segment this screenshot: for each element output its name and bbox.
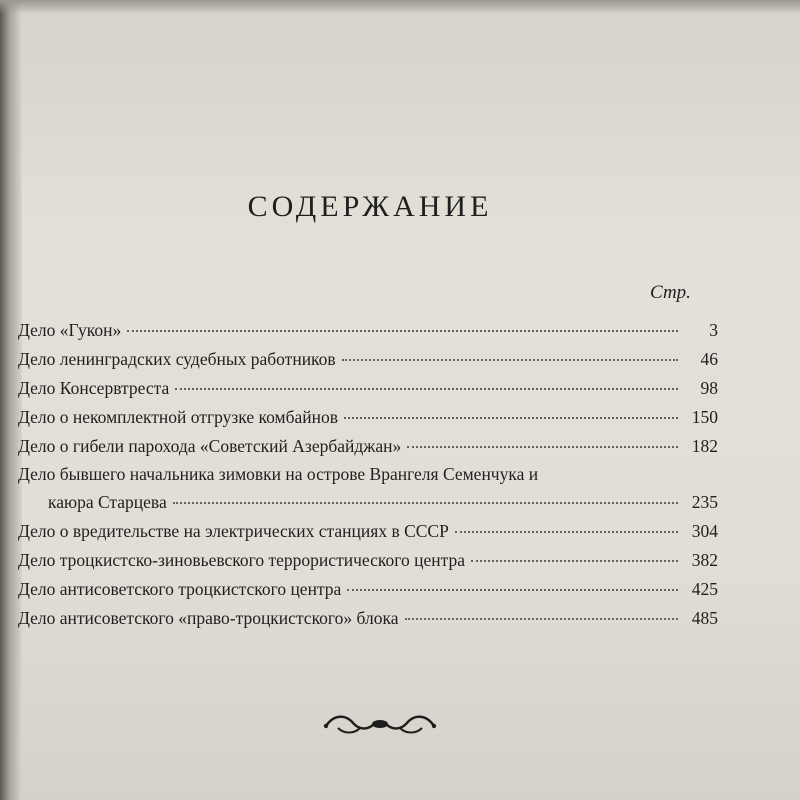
contents-heading: СОДЕРЖАНИЕ: [247, 190, 493, 223]
toc-entry-page: 46: [700, 349, 718, 369]
toc-entry-title: Дело о гибели парохода «Советский Азербайджан»: [18, 436, 402, 456]
toc-entry: [18, 575, 718, 604]
dot-leader: [455, 519, 678, 533]
page-column-label: Стр.: [650, 282, 691, 303]
dot-leader: [342, 347, 678, 361]
dot-leader: [173, 490, 678, 504]
decorative-flourish-icon: [320, 708, 440, 738]
toc-entry-page: 425: [691, 579, 718, 599]
toc-entry-page: 150: [691, 407, 718, 427]
toc-entry-page: 98: [700, 378, 718, 398]
toc-entry-title: Дело антисоветского «право-троцкистского» блока: [18, 608, 399, 628]
toc-entry-page: 304: [691, 521, 718, 541]
toc-entry: [18, 345, 718, 374]
dot-leader: [175, 376, 678, 390]
toc-entry-title: Дело «Гукон»: [18, 320, 122, 340]
toc-entry-title: Дело троцкистско-зиновьевского террористического центра: [18, 550, 465, 570]
top-edge-shadow: [0, 0, 800, 14]
toc-entry: [18, 517, 718, 546]
table-of-contents: [18, 316, 718, 633]
toc-entry-title: Дело ленинградских судебных работников: [18, 349, 336, 369]
dot-leader: [347, 577, 678, 591]
toc-entry-title: Дело антисоветского троцкистского центра: [18, 579, 342, 599]
toc-entry: [18, 432, 718, 461]
toc-entry: [18, 461, 718, 517]
dot-leader: [127, 318, 678, 332]
toc-entry-title: Дело о некомплектной отгрузке комбайнов: [18, 407, 339, 427]
toc-entry-page: 382: [691, 550, 718, 570]
toc-entry-page: 235: [691, 492, 718, 512]
toc-entry-page: 182: [691, 436, 718, 456]
toc-entry: [18, 546, 718, 575]
dot-leader: [471, 548, 678, 562]
toc-entry: [18, 403, 718, 432]
toc-entry-title: Дело Консервтреста: [18, 378, 170, 398]
toc-entry-title-line1: Дело бывшего начальника зимовки на острове Врангеля Семенчука и: [18, 464, 539, 484]
toc-entry-page: 485: [691, 608, 718, 628]
toc-entry-title: каюра Старцева: [48, 492, 167, 512]
dot-leader: [344, 405, 678, 419]
toc-entry: [18, 316, 718, 345]
toc-entry: [18, 374, 718, 403]
toc-entry: [18, 604, 718, 633]
toc-entry-page: 3: [709, 320, 718, 340]
toc-entry-title: Дело о вредительстве на электрических станциях в СССР: [18, 521, 449, 541]
dot-leader: [407, 434, 678, 448]
dot-leader: [405, 606, 678, 620]
